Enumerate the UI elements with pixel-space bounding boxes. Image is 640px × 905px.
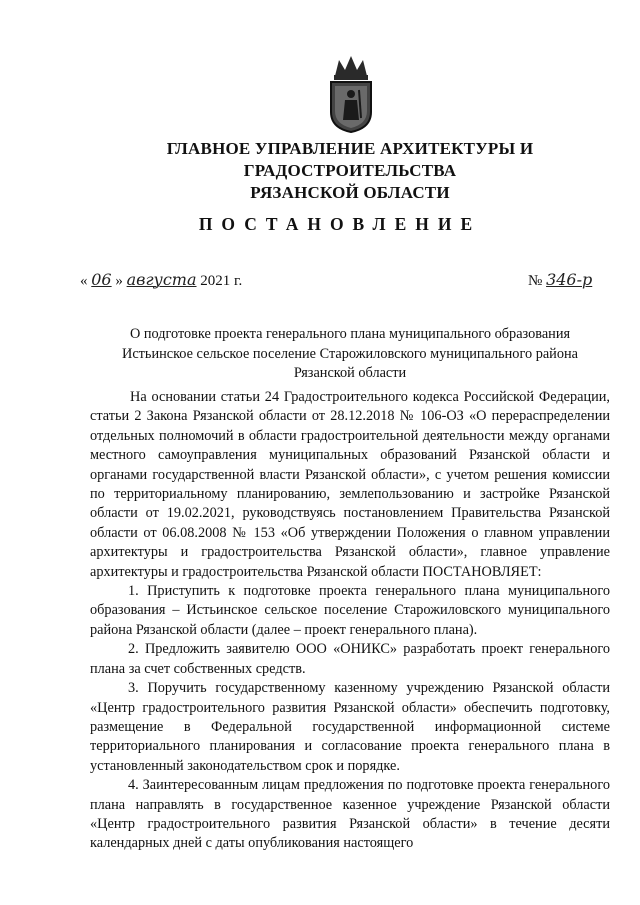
subject-line2: Истьинское сельское поселение Старожиловского муниципального района: [122, 345, 578, 362]
document-body: [90, 388, 610, 854]
numbered-item-1: 1. Приступить к подготовке проекта генерального плана муниципального образования – Истьинское сельское поселение Старожиловского муниципального района Рязанской области (далее – проект генерального плана).: [90, 583, 610, 638]
date-year: 2021 г.: [200, 273, 243, 289]
subject-line1: О подготовке проекта генерального плана муниципального образования: [129, 326, 571, 342]
number-value: 346-р: [546, 270, 593, 289]
subject-line3: Рязанской области: [293, 365, 407, 381]
issuer-header-line1: ГЛАВНОЕ УПРАВЛЕНИЕ АРХИТЕКТУРЫ И ГРАДОСТРОИТЕЛЬСТВА: [166, 139, 534, 180]
intro-paragraph: На основании статьи 24 Градостроительного кодекса Российской Федерации, статьи 2 Закона Рязанской области от 28.12.2018 № 106-ОЗ «О перераспределении отдельных полномочий в области градостроительной деятельности между органами местного самоуправления муниципальных образований Рязанской области и органами государственной власти Рязанской области», с учетом решения комиссии по территориальному планированию, землепользованию и застройке Рязанской области от 19.02.2021, руководствуясь постановлением Правительства Рязанской области от 06.08.2008 № 153 «Об утверждении Положения о главном управлении архитектуры и градостроительства Рязанской области», главное управление архитектуры и градостроительства Рязанской области ПОСТАНОВЛЯЕТ:: [90, 389, 610, 580]
date-open-quote: «: [80, 273, 88, 289]
document-number: [528, 270, 592, 290]
numbered-item-3: 3. Поручить государственному казенному учреждению Рязанской области «Центр градостроительного развития Рязанской области» обеспечить подготовку, размещение в Федеральной государственной информационной системе территориального планирования и согласование проекта генерального плана в установленный законодательством срок и порядке.: [90, 680, 610, 774]
numbered-item-4: 4. Заинтересованным лицам предложения по подготовке проекта генерального плана направлять в государственное казенное учреждение Рязанской области «Центр градостроительного развития Рязанской области» в течение десяти календарных дней с даты опубликования настоящего: [90, 777, 610, 852]
coat-of-arms-emblem: [325, 54, 377, 134]
date-month: августа: [126, 270, 197, 289]
date-day: 06: [91, 270, 112, 289]
numbered-item-2: 2. Предложить заявителю ООО «ОНИКС» разработать проект генерального плана за счет собственных средств.: [90, 641, 610, 677]
number-prefix: №: [528, 273, 543, 289]
date-close-quote: »: [115, 273, 123, 289]
issuer-header: [60, 138, 640, 204]
document-title: ПОСТАНОВЛЕНИЕ: [198, 214, 482, 234]
document-date: [80, 270, 242, 290]
issuer-header-line2: РЯЗАНСКОЙ ОБЛАСТИ: [250, 183, 450, 202]
document-subject: [90, 325, 610, 384]
